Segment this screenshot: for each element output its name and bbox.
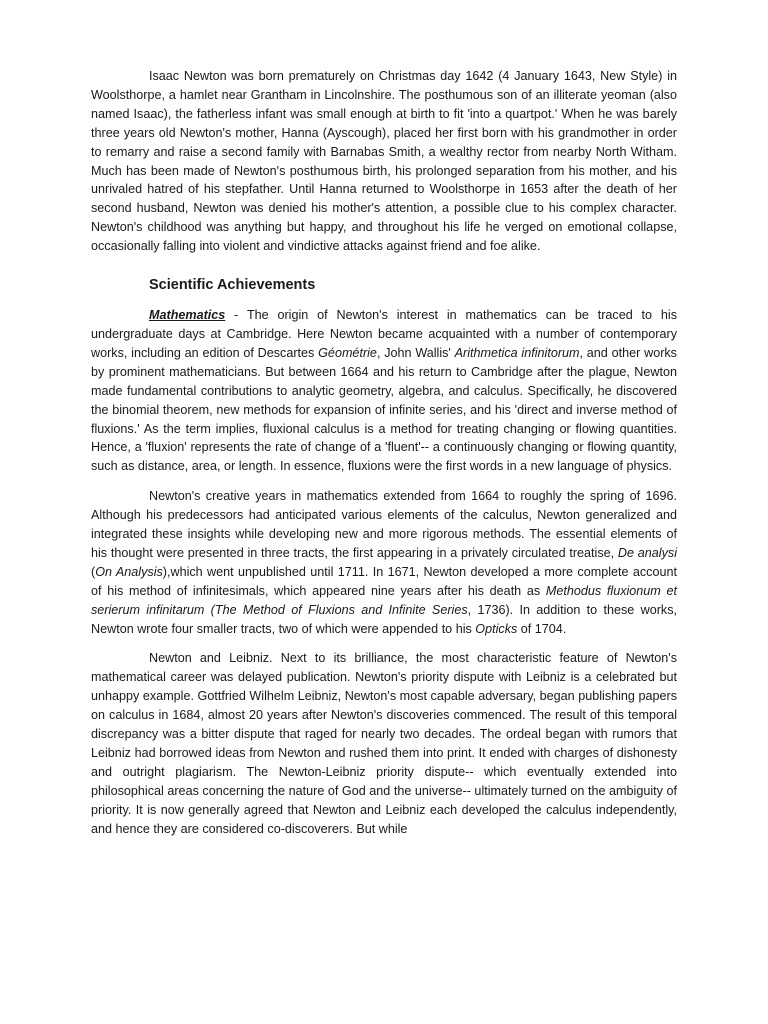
creative-text-4: , 1736). In addition to these works, Newton wrote four smaller tracts, two of which were appended to his	[91, 602, 677, 636]
mathematics-text-2: , John Wallis'	[376, 345, 455, 360]
leibniz-paragraph	[91, 649, 677, 838]
creative-italic-2: On Analysis	[95, 564, 163, 579]
mathematics-text-3: , and other works by prominent mathematicians. But between 1664 and his return to Cambridge after the plague, Newton made fundamental contributions to analytic geometry, algebra, and calculus. Specifically, he discovered the binomial theorem, new methods for expansion of infinite series, and his 'direct and inverse method of fluxions.' As the term implies, fluxional calculus is a method for treating changing or flowing quantities. Hence, a 'fluxion' represents the rate of change of a 'fluent'-- a continuously changing or flowing quantity, such as distance, area, or length. In essence, fluxions were the first words in a new language of physics.	[91, 345, 677, 474]
leibniz-text: Newton and Leibniz. Next to its brilliance, the most characteristic feature of Newton's mathematical career was delayed publication. Newton's priority dispute with Leibniz is a celebrated but unhappy example. Gottfried Wilhelm Leibniz, Newton's most capable adversary, began publishing papers on calculus in 1684, almost 20 years after Newton's discoveries commenced. The result of this temporal discrepancy was a bitter dispute that raged for nearly two decades. The ordeal began with rumors that Leibniz had borrowed ideas from Newton and rushed them into print. It ended with charges of dishonesty and outright plagiarism. The Newton-Leibniz priority dispute-- which eventually extended into philosophical areas concerning the nature of God and the universe-- ultimately turned on the ambiguity of priority. It is now generally agreed that Newton and Leibniz each developed the calculus independently, and hence they are considered co-discoverers. But while	[91, 651, 677, 836]
creative-italic-3: Methodus fluxionum et serierum infinitarum (The Method of Fluxions and Infinite Series	[91, 583, 677, 617]
mathematics-label: Mathematics	[149, 308, 226, 323]
mathematics-text-1: - The origin of Newton's interest in mathematics can be traced to his undergraduate days at Cambridge. Here Newton became acquainted with a number of contemporary works, including an edition of Descartes	[91, 308, 677, 360]
creative-italic-4: Opticks	[475, 621, 518, 636]
creative-text-5: of 1704.	[517, 621, 567, 636]
intro-text: Isaac Newton was born prematurely on Christmas day 1642 (4 January 1643, New Style) in Woolsthorpe, a hamlet near Grantham in Lincolnshire. The posthumous son of an illiterate yeoman (also named Isaac), the fatherless infant was small enough at birth to fit 'into a quartpot.' When he was barely three years old Newton's mother, Hanna (Ayscough), placed her first born with his grandmother in order to remarry and raise a second family with Barnabas Smith, a wealthy rector from nearby North Witham. Much has been made of Newton's posthumous birth, his prolonged separation from his mother, and his unrivaled hatred of his stepfather. Until Hanna returned to Woolsthorpe in 1653 after the death of her second husband, Newton was denied his mother's attention, a possible clue to his complex character. Newton's childhood was anything but happy, and throughout his life he verged on emotional collapse, occasionally falling into violent and vindictive attacks against friend and foe alike.	[91, 69, 677, 254]
section-heading: Scientific Achievements	[149, 277, 316, 294]
creative-text-3: ),which went unpublished until 1711. In 1671, Newton developed a more complete account of his method of infinitesimals, which appeared nine years after his death as	[91, 564, 677, 598]
creative-years-paragraph	[91, 487, 677, 638]
creative-text-2: (	[91, 564, 96, 579]
creative-text-1: Newton's creative years in mathematics extended from 1664 to roughly the spring of 1696. Although his predecessors had anticipated various elements of the calculus, Newton generalized and integrated these insights while developing new and more rigorous methods. The essential elements of his thought were presented in three tracts, the first appearing in a privately circulated treatise,	[91, 489, 677, 560]
creative-italic-1: De analysi	[617, 545, 677, 560]
document-page	[91, 67, 677, 839]
mathematics-paragraph	[91, 306, 677, 476]
mathematics-italic-1: Géométrie	[318, 345, 377, 360]
intro-paragraph	[91, 67, 677, 256]
mathematics-italic-2: Arithmetica infinitorum	[454, 345, 580, 360]
